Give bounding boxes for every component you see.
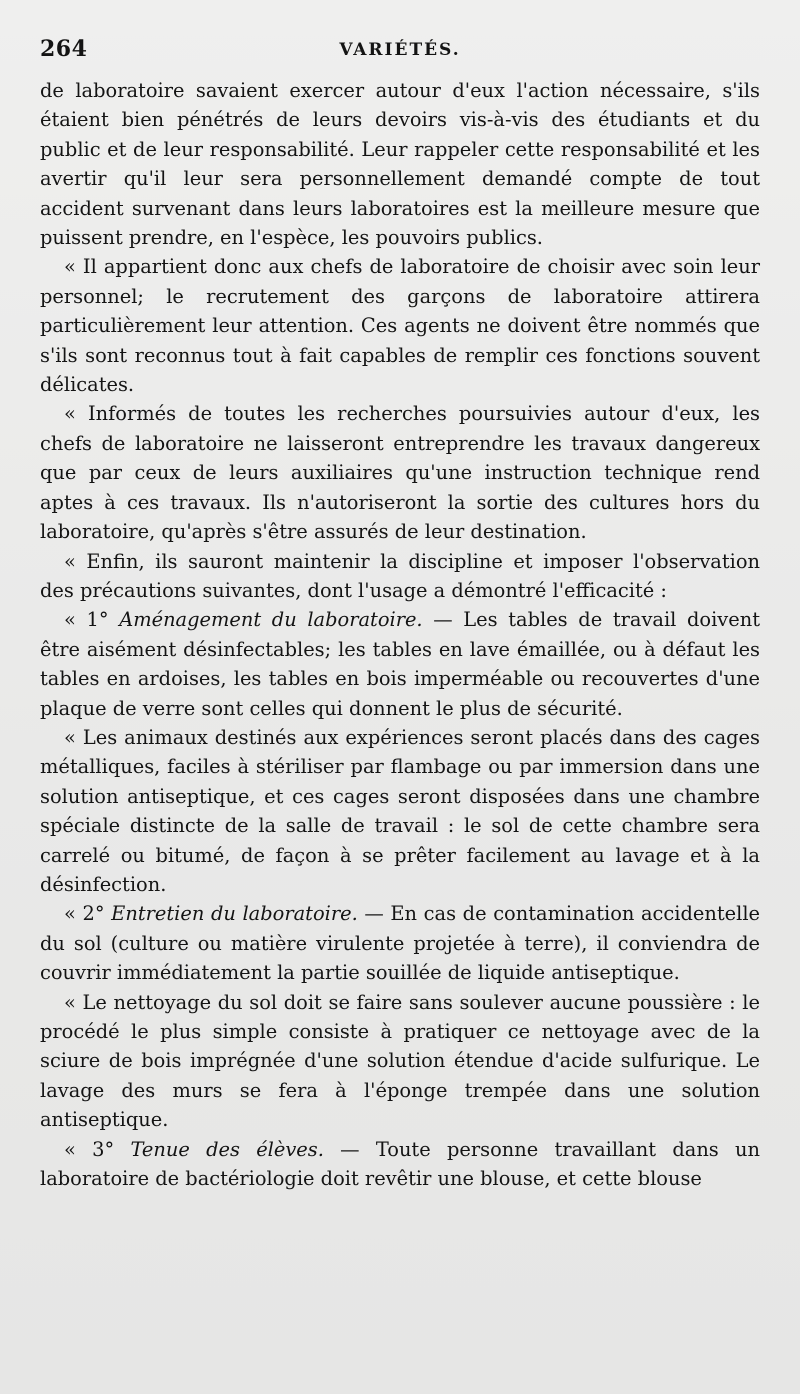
section-text: — En cas de contamination accidentelle du sol (culture ou matière virulente projetée à terre), il conviendra de couvrir immédiatement la partie souillée de liquide antiseptique. [40,902,760,985]
section-heading-tenue: Tenue des élèves. [130,1137,324,1161]
paragraph-dangerous-work: « Informés de toutes les recherches poursuivies autour d'eux, les chefs de laboratoire ne laisseront entreprendre les travaux dangereux que par ceux de leurs auxiliaires qu'une instruction technique rend aptes à ces travaux. Ils n'autoriseront la sortie des cultures hors du laboratoire, qu'après s'être assurés de leur destination. [40,402,760,544]
section-text: — Toute personne travaillant dans un laboratoire de bactériologie doit revêtir une blouse, et cette blouse [40,1137,761,1191]
section-number: « 1° [64,608,120,632]
paragraph-discipline: « Enfin, ils sauront maintenir la discipline et imposer l'observation des précautions suivantes, dont l'usage a démontré l'efficacité : [40,549,760,602]
paragraph-section-1 [40,605,760,723]
page-number: 264 [40,36,88,62]
paragraph-section-3 [40,1135,760,1194]
paragraph-lab-chiefs: « Il appartient donc aux chefs de laboratoire de choisir avec soin leur personnel; le recrutement des garçons de laboratoire attirera particulièrement leur attention. Ces agents ne doivent être nommés que s'ils sont reconnus tout à fait capables de remplir ces fonctions souvent délicates. [40,255,760,397]
section-text: — Les tables de travail doivent être aisément désinfectables; les tables en lave émaillée, ou à défaut les tables en ardoises, les tables en bois imperméable ou recouvertes d'une plaque de verre sont celles qui donnent le plus de sécurité. [40,608,761,720]
paragraph-continuation: de laboratoire savaient exercer autour d'eux l'action nécessaire, s'ils étaient bien pénétrés de leurs devoirs vis-à-vis des étudiants et du public et de leur responsabilité. Leur rappeler cette responsabilité et les avertir qu'il leur sera personnellement demandé compte de tout accident survenant dans leurs laboratoires est la meilleure mesure que puissent prendre, en l'espèce, les pouvoirs publics. [40,79,760,250]
section-number: « 3° [64,1137,131,1161]
running-head [40,36,760,76]
running-title: VARIÉTÉS. [339,40,461,60]
paragraph-section-2 [40,899,760,987]
section-number: « 2° [64,902,112,926]
body-text [40,76,760,1193]
section-heading-entretien: Entretien du laboratoire. [111,902,358,926]
section-heading-amenagement: Aménagement du laboratoire. [119,608,423,632]
paragraph-animal-cages: « Les animaux destinés aux expériences seront placés dans des cages métalliques, faciles à stériliser par flambage ou par immersion dans une solution antiseptique, et ces cages seront disposées dans une chambre spéciale distincte de la salle de travail : le sol de cette chambre sera carrelé ou bitumé, de façon à se prêter facilement au lavage et à la désinfection. [40,725,760,896]
paragraph-floor-cleaning: « Le nettoyage du sol doit se faire sans soulever aucune poussière : le procédé le plus simple consiste à pratiquer ce nettoyage avec de la sciure de bois imprégnée d'une solution étendue d'acide sulfurique. Le lavage des murs se fera à l'éponge trempée dans une solution antiseptique. [40,990,760,1132]
